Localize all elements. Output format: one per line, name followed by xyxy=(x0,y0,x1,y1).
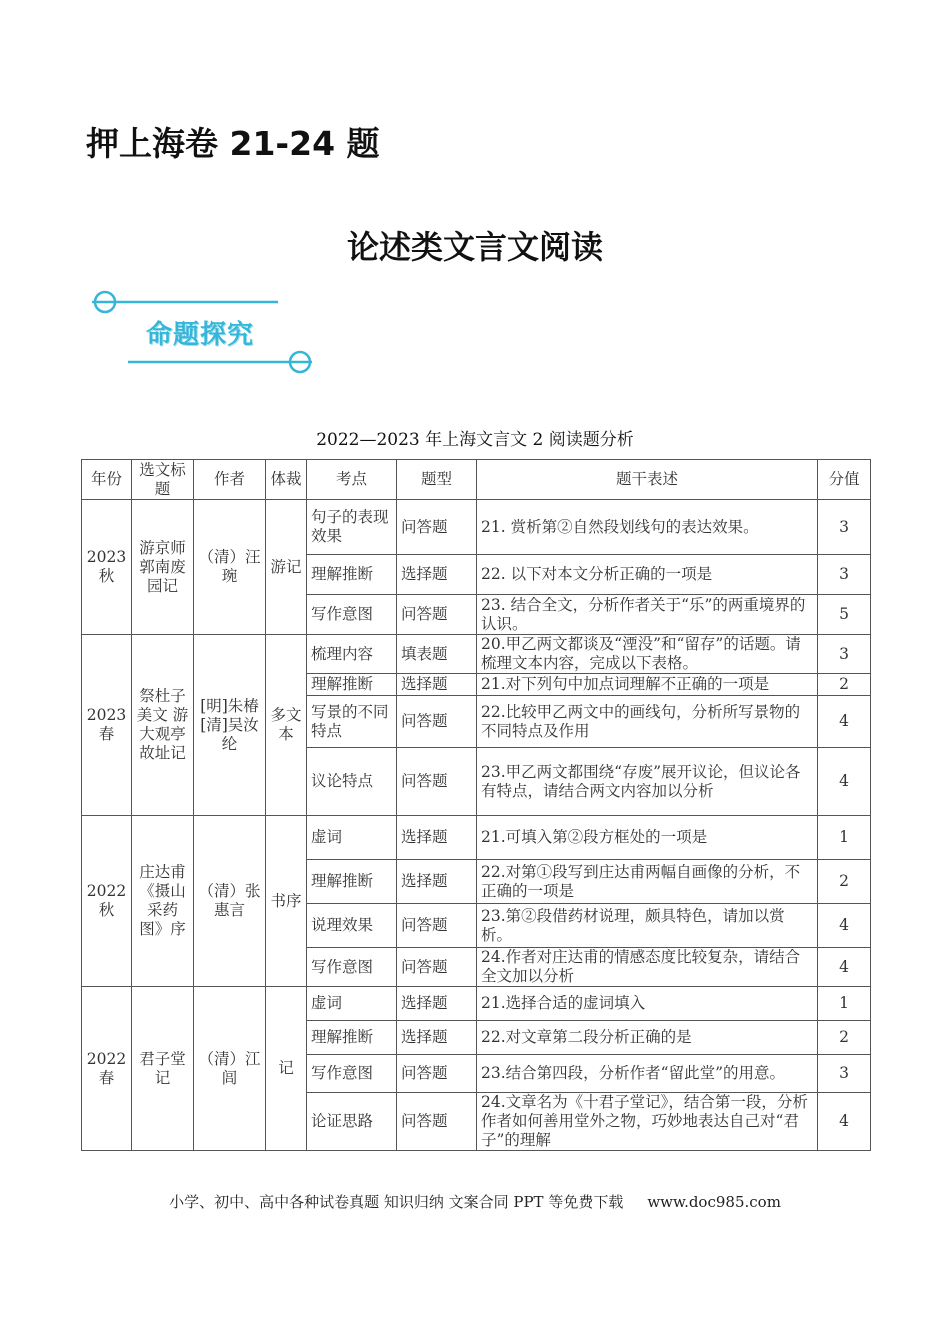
cell-score: 1 xyxy=(818,816,871,860)
cell-type: 问答题 xyxy=(397,696,477,748)
table-header-row xyxy=(82,460,871,500)
cell-genre: 游记 xyxy=(266,500,307,635)
cell-score: 4 xyxy=(818,748,871,816)
cell-year: 2023 秋 xyxy=(82,500,132,635)
cell-stem: 22.比较甲乙两文中的画线句，分析所写景物的不同特点及作用 xyxy=(477,696,818,748)
cell-genre: 记 xyxy=(266,987,307,1151)
cell-stem: 23.结合第四段，分析作者“留此堂”的用意。 xyxy=(477,1055,818,1093)
cell-stem: 22.对文章第二段分析正确的是 xyxy=(477,1021,818,1055)
header-stem: 题干表述 xyxy=(477,460,818,500)
cell-author: （清）汪琬 xyxy=(194,500,266,635)
header-point: 考点 xyxy=(307,460,397,500)
cell-score: 4 xyxy=(818,1093,871,1151)
cell-title: 祭杜子美文 游大观亭故址记 xyxy=(132,635,194,816)
cell-point: 虚词 xyxy=(307,987,397,1021)
header-year: 年份 xyxy=(82,460,132,500)
cell-year: 2022 秋 xyxy=(82,816,132,987)
cell-type: 选择题 xyxy=(397,1021,477,1055)
cell-genre: 多文本 xyxy=(266,635,307,816)
header-genre: 体裁 xyxy=(266,460,307,500)
cell-author: （清）江闾 xyxy=(194,987,266,1151)
table-caption: 2022—2023 年上海文言文 2 阅读题分析 xyxy=(316,430,634,450)
cell-point: 句子的表现效果 xyxy=(307,500,397,555)
footer xyxy=(0,1191,950,1212)
cell-author: [明]朱椿 [清]吴汝纶 xyxy=(194,635,266,816)
cell-stem: 23.第②段借药材说理，颇具特色，请加以赏析。 xyxy=(477,904,818,948)
cell-type: 问答题 xyxy=(397,904,477,948)
cell-score: 4 xyxy=(818,696,871,748)
header-title: 选文标题 xyxy=(132,460,194,500)
cell-point: 理解推断 xyxy=(307,1021,397,1055)
cell-score: 1 xyxy=(818,987,871,1021)
cell-type: 选择题 xyxy=(397,555,477,595)
cell-stem: 21.选择合适的虚词填入 xyxy=(477,987,818,1021)
cell-genre: 书序 xyxy=(266,816,307,987)
cell-type: 问答题 xyxy=(397,748,477,816)
table-row xyxy=(82,816,871,860)
cell-score: 4 xyxy=(818,948,871,987)
cell-stem: 21.可填入第②段方框处的一项是 xyxy=(477,816,818,860)
cell-type: 选择题 xyxy=(397,674,477,696)
cell-type: 问答题 xyxy=(397,1093,477,1151)
cell-score: 5 xyxy=(818,595,871,635)
cell-type: 选择题 xyxy=(397,860,477,904)
cell-stem: 21.对下列句中加点词理解不正确的一项是 xyxy=(477,674,818,696)
cell-score: 3 xyxy=(818,555,871,595)
cell-score: 3 xyxy=(818,500,871,555)
cell-author: （清）张惠言 xyxy=(194,816,266,987)
header-author: 作者 xyxy=(194,460,266,500)
cell-type: 选择题 xyxy=(397,987,477,1021)
cell-stem: 21. 赏析第②自然段划线句的表达效果。 xyxy=(477,500,818,555)
cell-score: 3 xyxy=(818,635,871,674)
cell-type: 问答题 xyxy=(397,595,477,635)
cell-point: 论证思路 xyxy=(307,1093,397,1151)
cell-point: 议论特点 xyxy=(307,748,397,816)
analysis-table xyxy=(81,459,871,1151)
table-row xyxy=(82,635,871,674)
cell-type: 问答题 xyxy=(397,1055,477,1093)
cell-stem: 24.作者对庄达甫的情感态度比较复杂，请结合全文加以分析 xyxy=(477,948,818,987)
footer-text: 小学、初中、高中各种试卷真题 知识归纳 文案合同 PPT 等免费下载 xyxy=(169,1193,624,1211)
cell-stem: 23. 结合全文，分析作者关于“乐”的两重境界的认识。 xyxy=(477,595,818,635)
cell-type: 问答题 xyxy=(397,948,477,987)
cell-point: 写景的不同特点 xyxy=(307,696,397,748)
cell-score: 2 xyxy=(818,1021,871,1055)
cell-stem: 24.文章名为《十君子堂记》，结合第一段，分析作者如何善用堂外之物，巧妙地表达自己对“君子”的理解 xyxy=(477,1093,818,1151)
table-row xyxy=(82,987,871,1021)
header-type: 题型 xyxy=(397,460,477,500)
cell-year: 2022 春 xyxy=(82,987,132,1151)
cell-stem: 23.甲乙两文都围绕“存废”展开议论，但议论各有特点，请结合两文内容加以分析 xyxy=(477,748,818,816)
cell-point: 虚词 xyxy=(307,816,397,860)
cell-point: 写作意图 xyxy=(307,595,397,635)
cell-point: 写作意图 xyxy=(307,948,397,987)
section-title: 论述类文言文阅读 xyxy=(346,228,603,266)
cell-year: 2023 春 xyxy=(82,635,132,816)
table-row xyxy=(82,500,871,555)
cell-title: 游京师郭南废园记 xyxy=(132,500,194,635)
header-score: 分值 xyxy=(818,460,871,500)
cell-point: 理解推断 xyxy=(307,555,397,595)
footer-url[interactable]: www.doc985.com xyxy=(647,1193,781,1211)
cell-type: 选择题 xyxy=(397,816,477,860)
cell-score: 4 xyxy=(818,904,871,948)
cell-stem: 22.对第①段写到庄达甫两幅自画像的分析，不正确的一项是 xyxy=(477,860,818,904)
cell-title: 庄达甫《摄山采药图》序 xyxy=(132,816,194,987)
cell-stem: 22. 以下对本文分析正确的一项是 xyxy=(477,555,818,595)
cell-title: 君子堂记 xyxy=(132,987,194,1151)
cell-score: 3 xyxy=(818,1055,871,1093)
cell-score: 2 xyxy=(818,674,871,696)
cell-point: 理解推断 xyxy=(307,860,397,904)
cell-point: 理解推断 xyxy=(307,674,397,696)
page-title: 押上海卷 21-24 题 xyxy=(86,124,380,163)
cell-score: 2 xyxy=(818,860,871,904)
cell-point: 写作意图 xyxy=(307,1055,397,1093)
cell-point: 梳理内容 xyxy=(307,635,397,674)
banner-label: 命题探究 xyxy=(146,320,255,350)
cell-type: 问答题 xyxy=(397,500,477,555)
cell-point: 说理效果 xyxy=(307,904,397,948)
cell-type: 填表题 xyxy=(397,635,477,674)
cell-stem: 20.甲乙两文都谈及“湮没”和“留存”的话题。请梳理文本内容，完成以下表格。 xyxy=(477,635,818,674)
